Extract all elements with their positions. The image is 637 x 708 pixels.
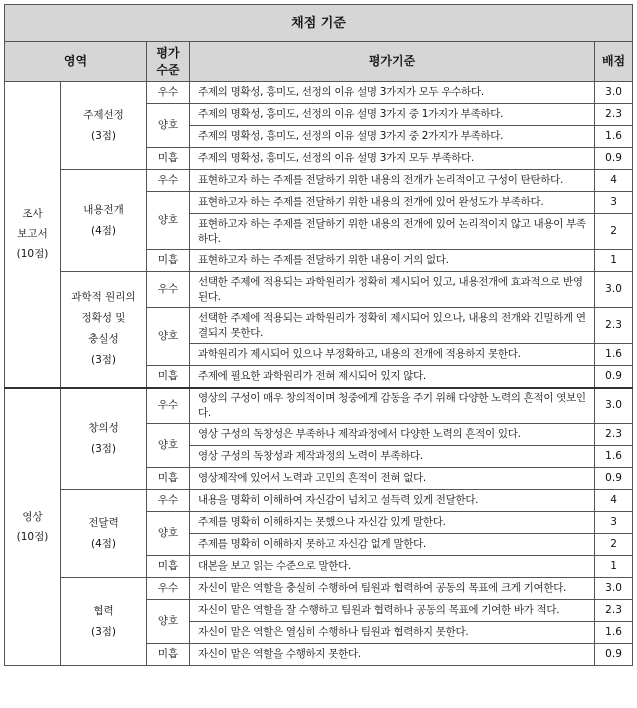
- criteria-text: 표현하고자 하는 주제를 전달하기 위한 내용의 전개가 논리적이고 구성이 탄탄하다.: [190, 170, 595, 192]
- criteria-text: 주제의 명확성, 흥미도, 선정의 이유 설명 3가지 모두 부족하다.: [190, 148, 595, 170]
- criteria-text: 주제의 명확성, 흥미도, 선정의 이유 설명 3가지가 모두 우수하다.: [190, 82, 595, 104]
- level-label: 양호: [147, 600, 190, 644]
- score-value: 1.6: [595, 344, 633, 366]
- criteria-text: 자신이 맡은 역할은 열심히 수행하나 팀원과 협력하지 못한다.: [190, 622, 595, 644]
- score-value: 1.6: [595, 446, 633, 468]
- score-value: 3: [595, 512, 633, 534]
- score-value: 1: [595, 250, 633, 272]
- subsection-name: 전달력 (4점): [61, 490, 147, 578]
- score-value: 2.3: [595, 308, 633, 344]
- criteria-text: 자신이 맡은 역할을 잘 수행하고 팀원과 협력하나 공동의 목표에 기여한 바가 적다.: [190, 600, 595, 622]
- header-level: 평가 수준: [147, 42, 190, 82]
- score-value: 3.0: [595, 578, 633, 600]
- subsection-name: 창의성 (3점): [61, 388, 147, 490]
- score-value: 3.0: [595, 388, 633, 424]
- subsection-name: 협력 (3점): [61, 578, 147, 666]
- score-value: 0.9: [595, 644, 633, 666]
- level-label: 우수: [147, 388, 190, 424]
- section-name: 조사 보고서 (10점): [5, 82, 61, 388]
- criteria-text: 영상의 구성이 매우 창의적이며 청중에게 감동을 주기 위해 다양한 노력의 흔적이 엿보인다.: [190, 388, 595, 424]
- criteria-text: 내용을 명확히 이해하여 자신감이 넘치고 설득력 있게 전달한다.: [190, 490, 595, 512]
- subsection-name: 주제선정 (3점): [61, 82, 147, 170]
- score-value: 4: [595, 490, 633, 512]
- criteria-text: 선택한 주제에 적용되는 과학원리가 정확히 제시되어 있고, 내용전개에 효과적으로 반영된다.: [190, 272, 595, 308]
- score-value: 2.3: [595, 600, 633, 622]
- level-label: 미흡: [147, 468, 190, 490]
- score-value: 0.9: [595, 148, 633, 170]
- score-value: 3.0: [595, 272, 633, 308]
- level-label: 우수: [147, 272, 190, 308]
- level-label: 양호: [147, 424, 190, 468]
- scoring-criteria-table: [4, 4, 633, 666]
- criteria-text: 영상제작에 있어서 노력과 고민의 흔적이 전혀 없다.: [190, 468, 595, 490]
- score-value: 1: [595, 556, 633, 578]
- level-label: 양호: [147, 192, 190, 250]
- score-value: 2.3: [595, 104, 633, 126]
- criteria-text: 선택한 주제에 적용되는 과학원리가 정확히 제시되어 있으나, 내용의 전개와 긴밀하게 연결되지 못한다.: [190, 308, 595, 344]
- score-value: 0.9: [595, 468, 633, 490]
- criteria-text: 표현하고자 하는 주제를 전달하기 위한 내용의 전개에 있어 완성도가 부족하다.: [190, 192, 595, 214]
- subsection-name: 내용전개 (4점): [61, 170, 147, 272]
- header-area: 영역: [5, 42, 147, 82]
- level-label: 우수: [147, 490, 190, 512]
- level-label: 우수: [147, 82, 190, 104]
- subsection-name: 과학적 원리의 정확성 및 충실성 (3점): [61, 272, 147, 388]
- criteria-text: 영상 구성의 독창성은 부족하나 제작과정에서 다양한 노력의 흔적이 있다.: [190, 424, 595, 446]
- criteria-text: 자신이 맡은 역할을 수행하지 못한다.: [190, 644, 595, 666]
- level-label: 우수: [147, 578, 190, 600]
- section-name: 영상 (10점): [5, 388, 61, 666]
- criteria-text: 대본을 보고 읽는 수준으로 말한다.: [190, 556, 595, 578]
- criteria-text: 주제를 명확히 이해하지는 못했으나 자신감 있게 말한다.: [190, 512, 595, 534]
- score-value: 1.6: [595, 622, 633, 644]
- score-value: 2.3: [595, 424, 633, 446]
- criteria-text: 주제를 명확히 이해하지 못하고 자신감 없게 말한다.: [190, 534, 595, 556]
- level-label: 미흡: [147, 366, 190, 388]
- level-label: 미흡: [147, 250, 190, 272]
- criteria-text: 주제에 필요한 과학원리가 전혀 제시되어 있지 않다.: [190, 366, 595, 388]
- score-value: 0.9: [595, 366, 633, 388]
- score-value: 3: [595, 192, 633, 214]
- score-value: 2: [595, 214, 633, 250]
- level-label: 미흡: [147, 148, 190, 170]
- header-criteria: 평가기준: [190, 42, 595, 82]
- level-label: 우수: [147, 170, 190, 192]
- criteria-text: 주제의 명확성, 흥미도, 선정의 이유 설명 3가지 중 1가지가 부족하다.: [190, 104, 595, 126]
- criteria-text: 자신이 맡은 역할을 충실히 수행하여 팀원과 협력하여 공동의 목표에 크게 기여한다.: [190, 578, 595, 600]
- level-label: 미흡: [147, 644, 190, 666]
- level-label: 미흡: [147, 556, 190, 578]
- criteria-text: 표현하고자 하는 주제를 전달하기 위한 내용의 전개에 있어 논리적이지 않고 내용이 부족하다.: [190, 214, 595, 250]
- header-score: 배점: [595, 42, 633, 82]
- score-value: 1.6: [595, 126, 633, 148]
- criteria-text: 과학원리가 제시되어 있으나 부정확하고, 내용의 전개에 적용하지 못한다.: [190, 344, 595, 366]
- criteria-text: 주제의 명확성, 흥미도, 선정의 이유 설명 3가지 중 2가지가 부족하다.: [190, 126, 595, 148]
- score-value: 3.0: [595, 82, 633, 104]
- level-label: 양호: [147, 512, 190, 556]
- criteria-text: 표현하고자 하는 주제를 전달하기 위한 내용이 거의 없다.: [190, 250, 595, 272]
- table-title: 채점 기준: [5, 5, 633, 42]
- criteria-text: 영상 구성의 독창성과 제작과정의 노력이 부족하다.: [190, 446, 595, 468]
- score-value: 2: [595, 534, 633, 556]
- level-label: 양호: [147, 104, 190, 148]
- score-value: 4: [595, 170, 633, 192]
- level-label: 양호: [147, 308, 190, 366]
